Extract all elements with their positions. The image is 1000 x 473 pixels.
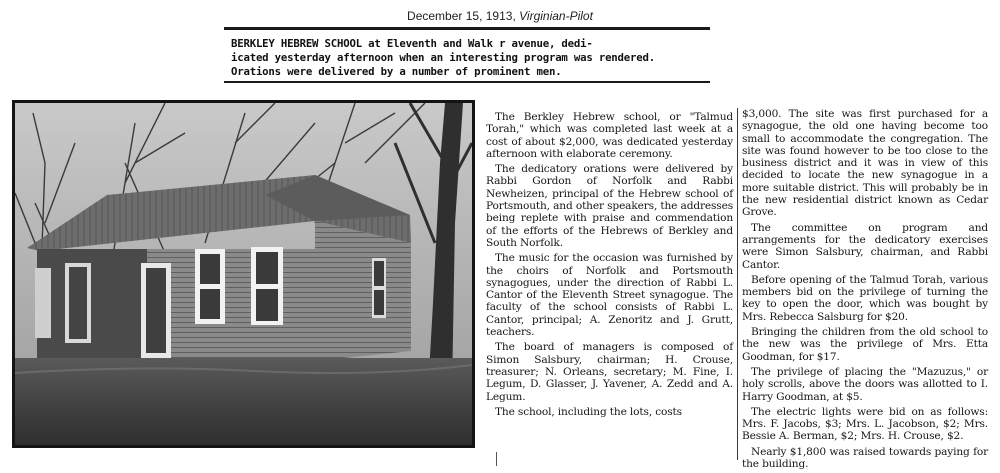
col2-paragraph-6: The electric lights were bid on as follows: Mrs. F. Jacobs, $3; Mrs. L. Jacobson, $2; Mrs. Bessie A. Berman, $2; Mrs. H. Crouse, $2. [742,405,988,443]
headline-line-1: BERKLEY HEBREW SCHOOL at Eleventh and Walk r avenue, dedi- [231,37,593,50]
col1-paragraph-2: The dedicatory orations were delivered by Rabbi Gordon of Norfolk and Rabbi Newheizen, principal of the Hebrew school of Portsmouth, and other speakers, the addresses being replete with praise and commendation of the efforts of the Hebrews of Berkley and South Norfolk. [486,163,733,249]
col2-paragraph-3: Before opening of the Talmud Torah, various members bid on the privilege of turning the key to open the door, which was bought by Mrs. Rebecca Salsburg for $20. [742,273,988,323]
col2-paragraph-4: Bringing the children from the old school to the new was the privilege of Mrs. Etta Goodman, for $17. [742,326,988,363]
headline-line-2: icated yesterday afternoon when an interesting program was rendered. [231,51,655,64]
headline-box [224,27,710,83]
school-photo [12,100,475,448]
col2-paragraph-5: The privilege of placing the "Mazuzus," or holy scrolls, above the doors was allotted to I. Harry Goodman, at $5. [742,365,988,403]
col2-paragraph-7: Nearly $1,800 was raised towards paying for the building. [742,445,988,471]
col1-paragraph-4: The board of managers is composed of Simon Salsbury, chairman; H. Crouse, treasurer; N. Orleans, secretary; M. Fine, I. Legum, D. Glasser, J. Yavener, A. Zedd and A. Legum. [486,341,733,403]
column-divider [737,108,738,460]
photo-side-wall [315,221,411,361]
col1-paragraph-3: The music for the occasion was furnished by the choirs of Norfolk and Portsmouth synagogues, under the direction of Rabbi L. Cantor of the Eleventh Street synagogue. The faculty of the school consists of Rabbi L. Cantor, principal; A. Zenoritz and J. Grutt, teachers. [486,252,733,339]
dateline [0,9,1000,23]
headline-line-3: Orations were delivered by a number of prominent men. [231,65,562,78]
bottom-rule [496,452,497,466]
article-column-2 [742,108,988,473]
col1-paragraph-1: The Berkley Hebrew school, or "Talmud Torah," which was completed last week at a cost of about $2,000, was dedicated yesterday afternoon with elaborate ceremony. [486,111,733,160]
col1-paragraph-5: The school, including the lots, costs [495,405,682,418]
dateline-paper: Virginian-Pilot [519,9,593,23]
col2-paragraph-2: The committee on program and arrangements for the dedicatory exercises were Simon Salsbury, chairman, and Rabbi Cantor. [742,221,988,271]
article-column-1 [486,111,733,421]
school-photo-drawing [15,103,472,445]
dateline-date: December 15, 1913, [407,9,516,23]
col2-paragraph-1: $3,000. The site was first purchased for a synagogue, the old one having become too small to accommodate the congregation. The site was found however to be too close to the business district and it was in view of this decided to locate the new synagogue in a more suitable district. This will probably be in the new residential district known as Cedar Grove. [742,108,988,219]
